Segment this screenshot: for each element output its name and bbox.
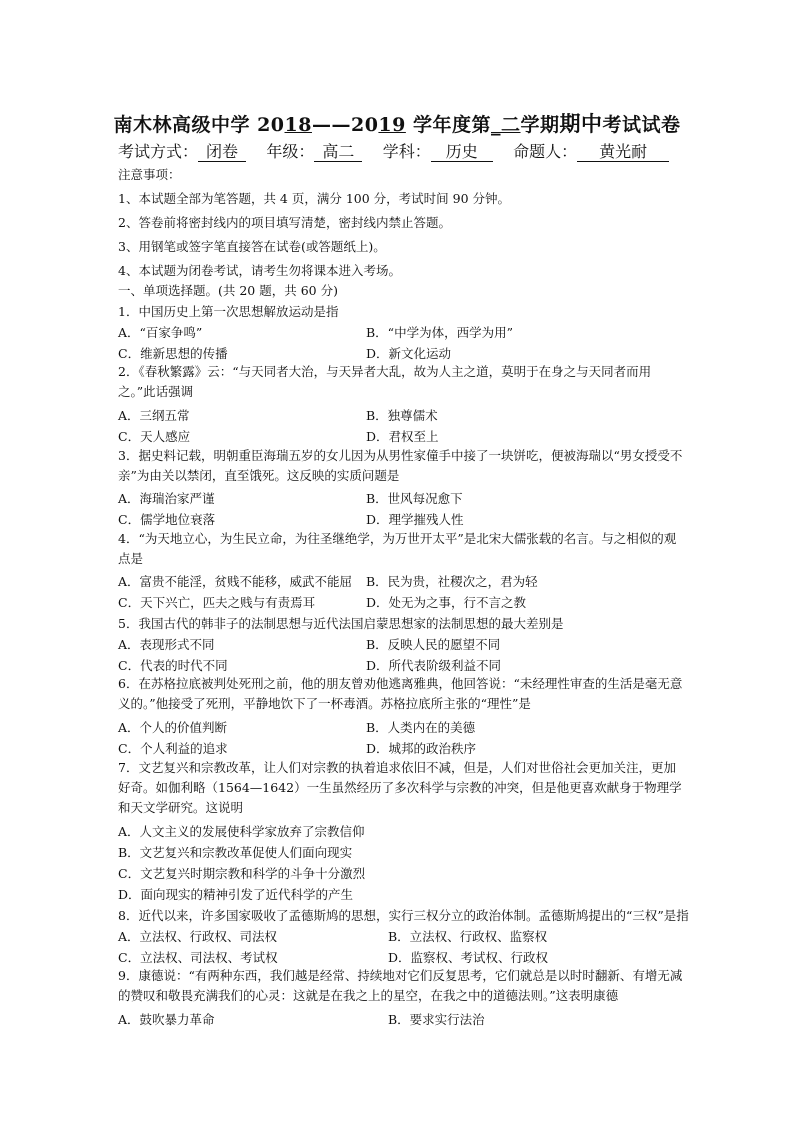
option-c: C．个人利益的追求 bbox=[118, 741, 228, 756]
question-stem: 9．康德说：“有两种东西，我们越是经常、持续地对它们反复思考，它们就总是以时时翻新、有增无减的赞叹和敬畏充满我们的心灵：这就是在我之上的星空，在我之中的道德法则。”这表明康德 bbox=[118, 968, 683, 1003]
note-item: 2、答卷前将密封线内的项目填写清楚，密封线内禁止答题。 bbox=[118, 215, 451, 230]
option-a: A．富贵不能淫，贫贱不能移，威武不能屈 bbox=[118, 574, 353, 589]
grade-value: 高二 bbox=[314, 142, 362, 162]
author-label: 命题人： bbox=[513, 142, 578, 161]
question-stem: 6．在苏格拉底被判处死刑之前，他的朋友曾劝他逃离雅典，他回答说：“未经理性审查的生活是毫无意义的。”他接受了死刑，平静地饮下了一杯毒酒。苏格拉底所主张的“理性”是 bbox=[118, 676, 683, 711]
option-a: A．三纲五常 bbox=[118, 408, 190, 423]
note-item: 4、本试题为闭卷考试，请考生勿将课本进入考场。 bbox=[118, 263, 401, 278]
option-c: C．维新思想的传播 bbox=[118, 346, 228, 361]
option-d: D．所代表阶级利益不同 bbox=[366, 658, 502, 673]
option-a: A．表现形式不同 bbox=[118, 637, 215, 652]
option-b: B．民为贵，社稷次之，君为轻 bbox=[366, 574, 538, 589]
option-b: B．独尊儒术 bbox=[366, 408, 438, 423]
option-d: D．处无为之事，行不言之教 bbox=[366, 595, 527, 610]
option-c: C．立法权、司法权、考试权 bbox=[118, 950, 278, 965]
question-stem: 4．“为天地立心，为生民立命，为往圣继绝学，为万世开太平”是北宋大儒张载的名言。与之相似的观点是 bbox=[118, 531, 677, 566]
note-item: 1、本试题全部为笔答题，共 4 页，满分 100 分，考试时间 90 分钟。 bbox=[118, 191, 511, 206]
option-b: B．反映人民的愿望不同 bbox=[366, 637, 501, 652]
mode-label: 考试方式： bbox=[118, 142, 199, 161]
option-a: A．海瑞治家严谨 bbox=[118, 491, 215, 506]
author-value: 黄光耐 bbox=[577, 142, 669, 162]
option-c: C．文艺复兴时期宗教和科学的斗争十分激烈 bbox=[118, 866, 366, 881]
option-d: D．理学摧残人性 bbox=[366, 512, 464, 527]
mode-value: 闭卷 bbox=[198, 142, 246, 162]
option-a: A．个人的价值判断 bbox=[118, 720, 228, 735]
option-c: C．儒学地位衰落 bbox=[118, 512, 216, 527]
option-c: C．代表的时代不同 bbox=[118, 658, 228, 673]
option-b: B．人类内在的美德 bbox=[366, 720, 476, 735]
option-c: C．天下兴亡，匹夫之贱与有责焉耳 bbox=[118, 595, 316, 610]
exam-title: 南木林高级中学 2018——2019 学年度第_二学期期中考试试卷 bbox=[113, 111, 681, 136]
option-b: B．“中学为体，西学为用” bbox=[366, 325, 513, 340]
option-d: D．城邦的政治秩序 bbox=[366, 741, 477, 756]
option-d: D．新文化运动 bbox=[366, 346, 452, 361]
option-b: B．文艺复兴和宗教改革促使人们面向现实 bbox=[118, 845, 353, 860]
question-stem: 5．我国古代的韩非子的法制思想与近代法国启蒙思想家的法制思想的最大差别是 bbox=[118, 616, 564, 631]
notes-heading: 注意事项： bbox=[118, 167, 181, 182]
option-d: D．君权至上 bbox=[366, 429, 439, 444]
option-a: A．“百家争鸣” bbox=[118, 325, 203, 340]
option-a: A．人文主义的发展使科学家放弃了宗教信仰 bbox=[118, 824, 365, 839]
option-c: C．天人感应 bbox=[118, 429, 191, 444]
section-heading: 一、单项选择题。(共 20 题，共 60 分) bbox=[118, 283, 338, 298]
option-b: B．世风每况愈下 bbox=[366, 491, 463, 506]
question-stem: 3．据史料记载，明朝重臣海瑞五岁的女儿因为从男性家僮手中接了一块饼吃，便被海瑞以“男女授受不亲”为由关以禁闭，直至饿死。这反映的实质问题是 bbox=[118, 448, 683, 483]
option-d: D．监察权、考试权、行政权 bbox=[388, 950, 549, 965]
note-item: 3、用钢笔或签字笔直接答在试卷(或答题纸上)。 bbox=[118, 239, 386, 254]
question-stem: 1．中国历史上第一次思想解放运动是指 bbox=[118, 304, 339, 319]
option-a: A．立法权、行政权、司法权 bbox=[118, 929, 278, 944]
option-b: B．要求实行法治 bbox=[388, 1012, 485, 1027]
question-stem: 8．近代以来，许多国家吸收了孟德斯鸠的思想，实行三权分立的政治体制。孟德斯鸠提出的“三权”是指 bbox=[118, 908, 689, 923]
subject-value: 历史 bbox=[431, 142, 493, 162]
option-d: D．面向现实的精神引发了近代科学的产生 bbox=[118, 887, 354, 902]
question-stem: 7．文艺复兴和宗教改革，让人们对宗教的执着追求依旧不减，但是，人们对世俗社会更加关注，更加好奇。如伽利略（1564—1642）一生虽然经历了多次科学与宗教的冲突，但是他更喜欢献身于物理学和天文学研究。这说明 bbox=[118, 760, 682, 815]
option-b: B．立法权、行政权、监察权 bbox=[388, 929, 548, 944]
subject-label: 学科： bbox=[382, 142, 431, 161]
option-a: A．鼓吹暴力革命 bbox=[118, 1012, 215, 1027]
question-stem: 2．《春秋繁露》云：“与天同者大治，与天异者大乱，故为人主之道，莫明于在身之与天同者而用之。”此话强调 bbox=[118, 364, 652, 399]
grade-label: 年级： bbox=[266, 142, 315, 161]
exam-meta bbox=[118, 139, 669, 162]
